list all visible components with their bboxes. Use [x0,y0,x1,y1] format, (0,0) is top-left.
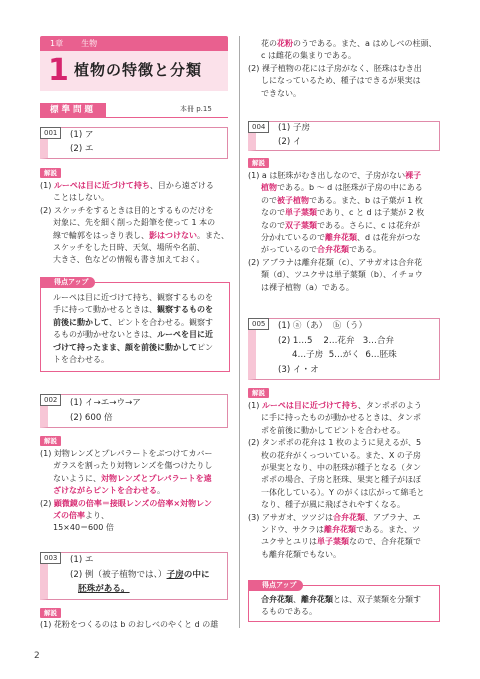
explanation-002: (1) 対物レンズとプレパラートをぶつけてカバー ガラスを割ったり対物レンズを傷つけたりし ないように、対物レンズとプレパラートを遠 ざけながらピントを合わせる。 (2) 顕微鏡の倍率＝接眼レンズの倍率×対物レン ズの倍率より、 15×40＝600 倍 [40,449,213,533]
section-rule [40,117,228,118]
question-number: 005 [248,318,269,330]
chapter-number: 1 [48,53,69,88]
answer-box-003 [40,552,228,600]
answer-2: (2) 1…5 2…花弁 3…合弁 [278,336,395,346]
section-badge: 標準問題 [40,103,106,118]
answer-2-cont: 胚珠がある。 [78,584,130,594]
answer-1: (1) ア [70,130,94,140]
page-title: 植物の特徴と分類 [74,61,203,79]
column-divider [239,36,240,628]
exp-line: 対象に、先を細く削った鉛筆を使って 1 本の [53,218,216,228]
explanation-label: 解説 [40,436,61,446]
question-number: 001 [40,127,61,139]
tip-label: 得点アップ [248,580,303,591]
answer-2: (2) エ [70,144,94,154]
tip-text: ルーペは目に近づけて持ち、観察するものを 手に持って動かせるときは、観察するものを 前後に動かして、ピントを合わせる。観察す るものが動かせないときは、ルーペを目に近 づけて持ったまま、顔を前後に動かしてピン トを合わせる。 [53,293,213,365]
page-ref: 本冊 p.15 [180,105,212,113]
explanation-label: 解説 [248,158,269,168]
chapter-subject: 生物 [81,39,98,48]
tip-box-001 [40,278,230,372]
chapter-tag [40,36,228,51]
exp-line: 大きさ、色などの情報も書き加えておく。 [53,255,205,265]
exp-line: (2) スケッチをするときは目的とするものだけを [40,205,214,215]
continued-explanation: 花の花粉のうである。また、a はめしべの柱頭、 c は雌花の集まりである。 (2) 裸子植物の花には子房がなく、胚珠はむき出 しになっているため、種子はできるが果実は できない。 [248,39,437,98]
answer-1: (1) エ [70,555,94,565]
tip-box-005 [248,581,440,622]
exp-line: (1) ルーペは目に近づけて持ち、目から遠ざける [40,181,214,190]
explanation-005: (1) ルーペは目に近づけて持ち、タンポポのよう に手に持ったものが動かせるときは、タンポ ポを前後に動かしてピントを合わせる。 (2) タンポポの花弁は 1 枚のように見えるが、5 枚の花弁がくっついている。また、X の子房 が果実となり、中の胚珠が種子となる（タン ポポの場合、子房と胚珠、果実と種子がほぼ 一体化している）。Y のがくは広がって綿毛と なり、種子が風に飛ばされやすくなる。 (3) アサガオ、ツツジは合弁花類、アブラナ、エ ンドウ、サクラは離弁花類である。また、ツ ユクサとユリは単子葉類なので、合弁花類で も離弁花類でもない。 [248,401,425,559]
answer-2: (2) 600 倍 [70,413,113,423]
exp-line: 線で輪郭をはっきり表し、影はつけない。また、 [53,230,229,240]
explanation-label: 解説 [40,608,61,618]
answer-2: (2) イ [278,137,302,147]
answer-1: (1) 子房 [278,123,311,133]
exp-line: ことはしない。 [53,193,109,203]
explanation-003: (1) 花粉をつくるのは b のおしべのやくと d の雄 [40,620,219,629]
answer-box-004 [248,121,440,151]
question-number: 002 [40,394,61,406]
question-number: 003 [40,552,61,564]
question-number: 004 [248,121,269,133]
answer-2: (2) 例（被子植物では、）子房の中に [70,570,210,580]
tip-text: 合弁花類、離弁花類とは、双子葉類を分類す るものである。 [261,595,421,617]
explanation-label: 解説 [40,168,61,178]
exp-line: スケッチをした日時、天気、場所や名前、 [53,243,205,253]
answer-3: (3) イ・オ [278,365,319,375]
answer-box-005 [248,318,440,380]
answer-box-002 [40,394,228,428]
chapter-label: 1章 [50,39,64,48]
answer-1: (1) ⓐ（あ） ⓑ（う） [278,321,368,331]
explanation-004: (1) a は胚珠がむき出しなので、子房がない裸子 植物である。b ～ d は胚珠が子房の中にある ので被子植物である。また、b は子葉が 1 枚 なので単子葉類であり、c と d は子葉が 2 枚 なので双子葉類である。さらに、c は花弁が 分かれているので離弁花類、d は花弁がつな がっているので合弁花類である。 (2) アブラナは離弁花類（c）、アサガオは合弁花 類（d）、ツユクサは単子葉類（b）、イチョウ は裸子植物（a）である。 [248,171,425,292]
page-number: 2 [34,651,40,661]
answer-2-cont: 4…子房 5…がく 6…胚珠 [292,350,397,360]
tip-label: 得点アップ [40,277,95,288]
explanation-label: 解説 [248,388,269,398]
answer-1: (1) イ→エ→ウ→ア [70,398,141,408]
answer-box-001 [40,127,228,159]
explanation-001 [40,180,230,267]
